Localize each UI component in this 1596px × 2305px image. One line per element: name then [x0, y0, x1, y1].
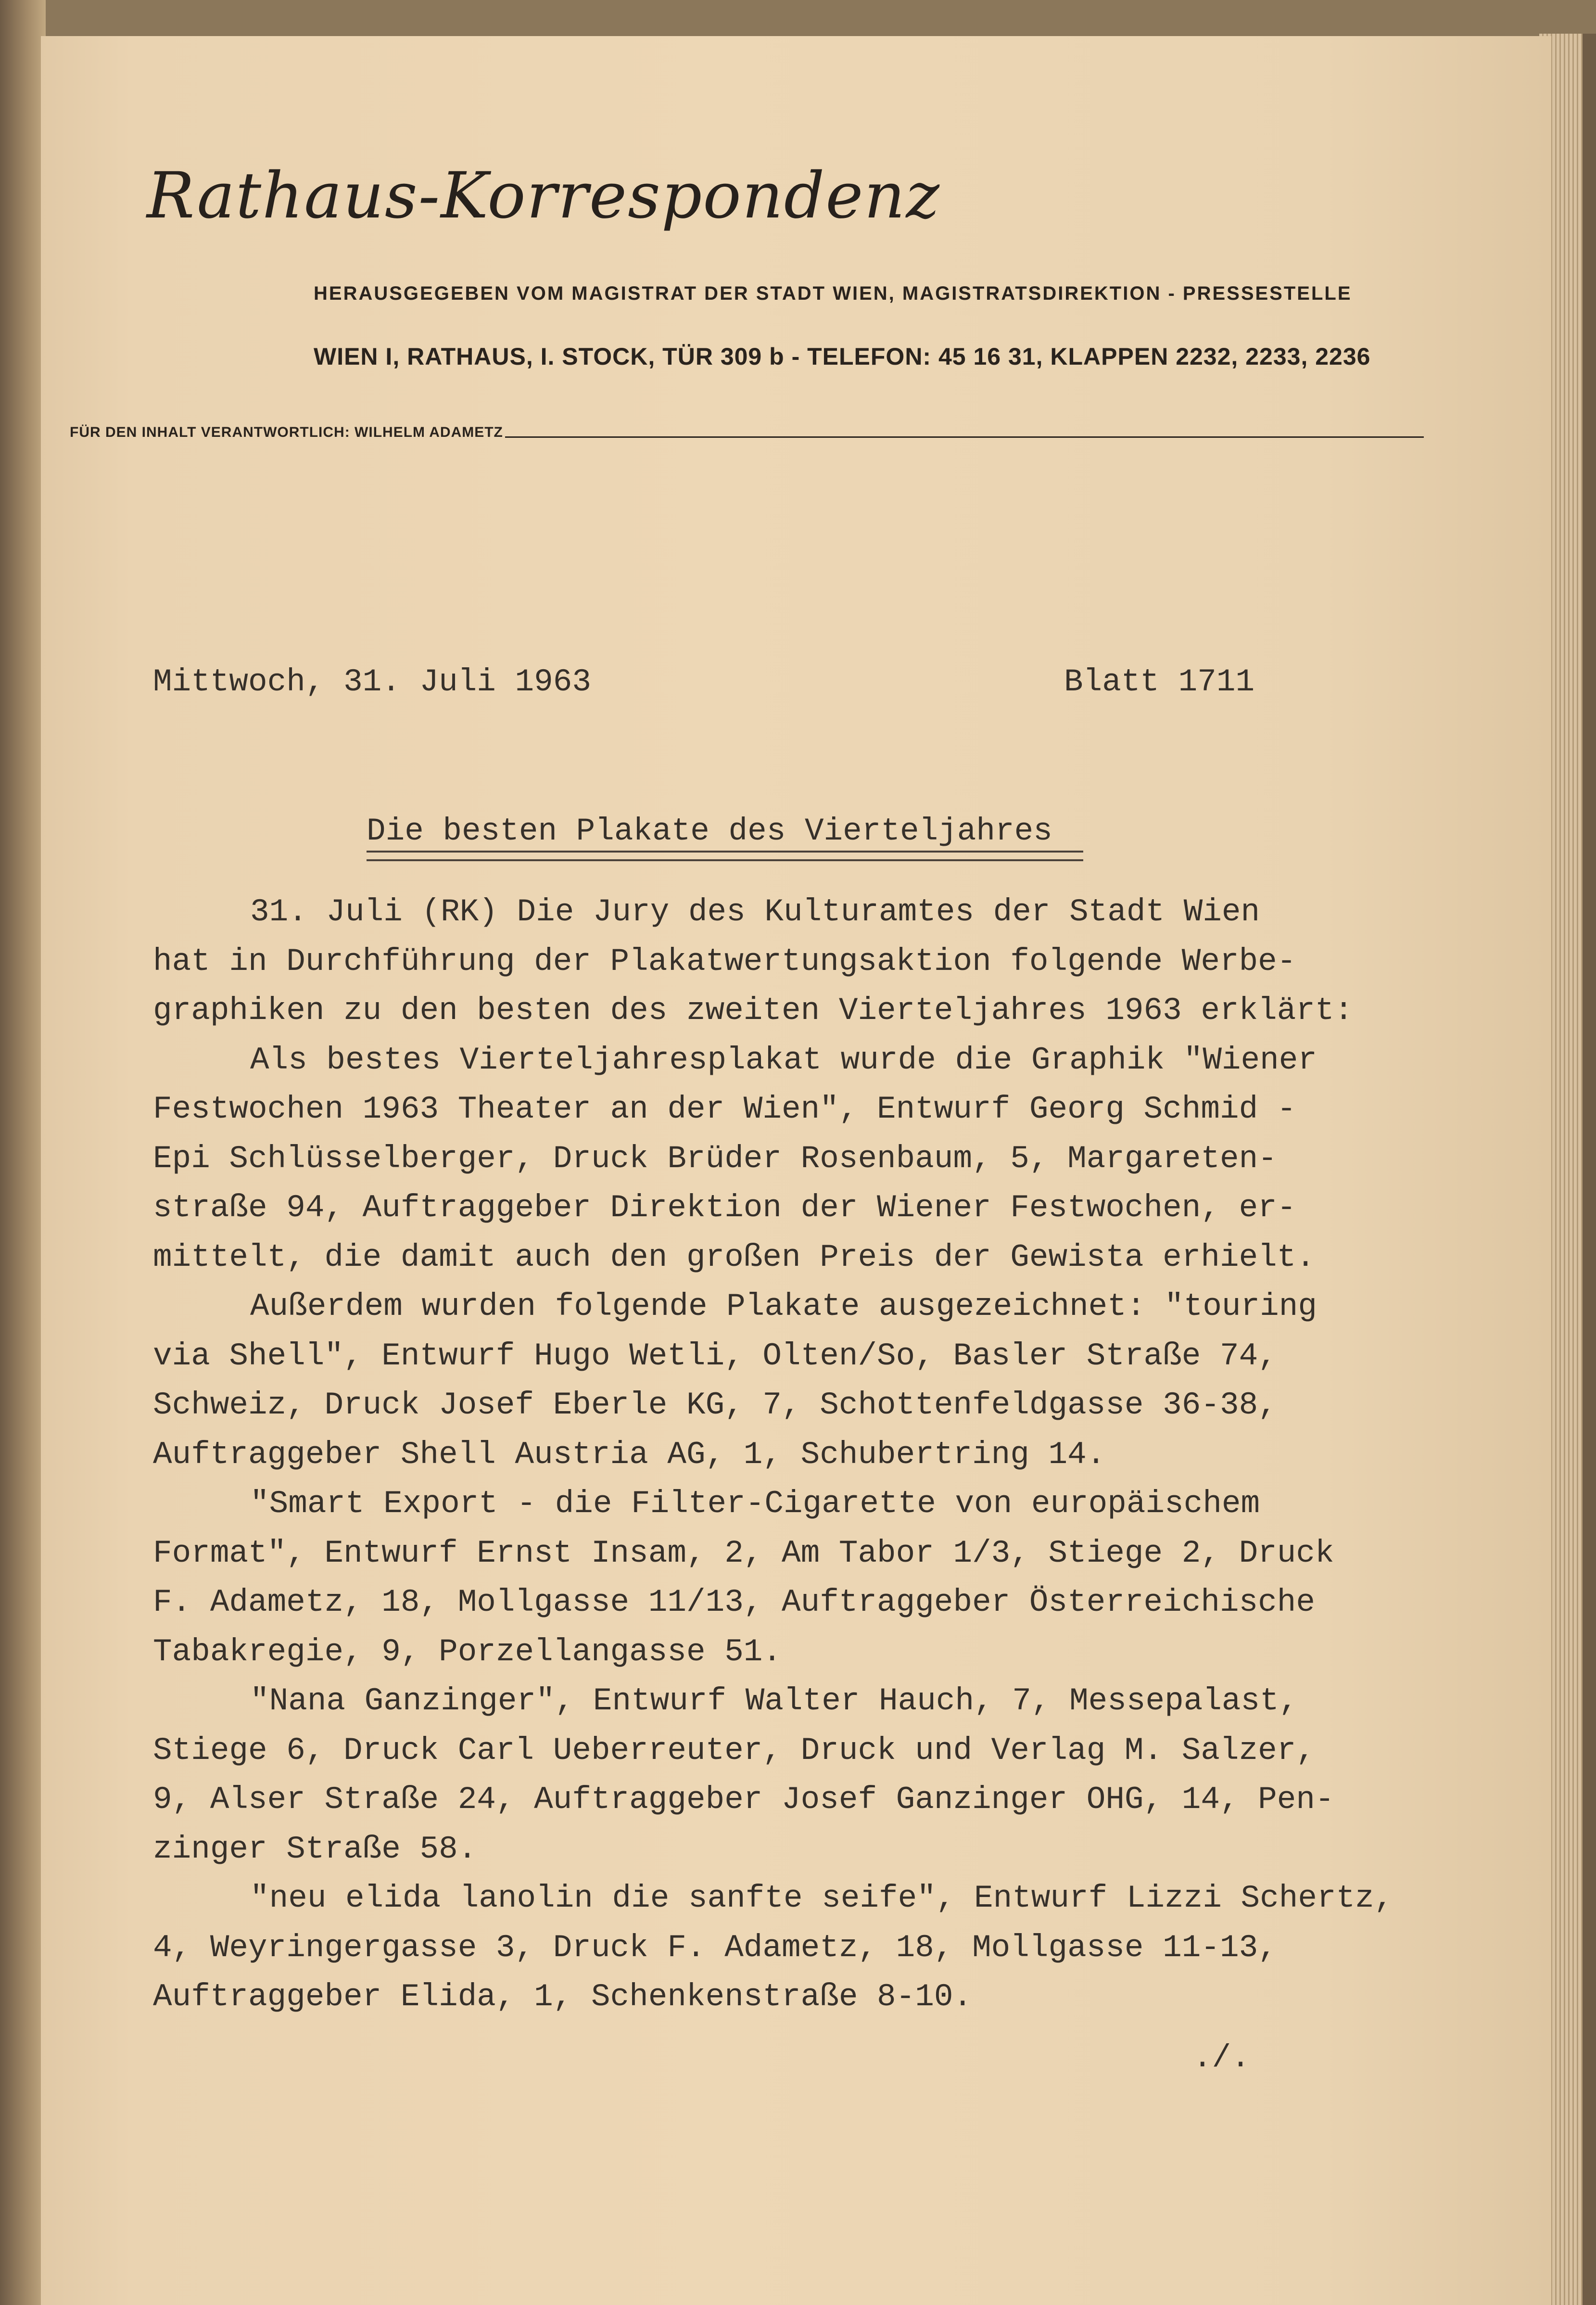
- publisher-line: HERAUSGEGEBEN VOM MAGISTRAT DER STADT WIEN, MAGISTRATSDIREKTION - PRESSESTELLE: [314, 283, 1352, 304]
- body-line: "Smart Export - die Filter-Cigarette von europäischem: [250, 1486, 1260, 1522]
- body-line: 4, Weyringergasse 3, Druck F. Adametz, 18, Mollgasse 11-13,: [153, 1929, 1277, 1966]
- body-line: Stiege 6, Druck Carl Ueberreuter, Druck und Verlag M. Salzer,: [153, 1732, 1315, 1769]
- body-line: "Nana Ganzinger", Entwurf Walter Hauch, 7, Messepalast,: [250, 1683, 1298, 1719]
- body-line: via Shell", Entwurf Hugo Wetli, Olten/So, Basler Straße 74,: [153, 1337, 1277, 1374]
- masthead-logo: Rathaus-Korrespondenz: [147, 159, 940, 233]
- address-line: WIEN I, RATHAUS, I. STOCK, TÜR 309 b - TELEFON: 45 16 31, KLAPPEN 2232, 2233, 2236: [314, 343, 1371, 370]
- body-line: Festwochen 1963 Theater an der Wien", Entwurf Georg Schmid -: [153, 1091, 1296, 1127]
- body-line: Auftraggeber Elida, 1, Schenkenstraße 8-10.: [153, 1979, 973, 2015]
- page-stack-shadow: [1583, 34, 1596, 2305]
- body-line: straße 94, Auftraggeber Direktion der Wiener Festwochen, er-: [153, 1190, 1296, 1226]
- body-line: hat in Durchführung der Plakatwertungsaktion folgende Werbe-: [153, 943, 1296, 980]
- body-line: F. Adametz, 18, Mollgasse 11/13, Auftraggeber Österreichische: [153, 1584, 1315, 1620]
- body-line: 31. Juli (RK) Die Jury des Kulturamtes der Stadt Wien: [250, 894, 1260, 930]
- issue-date: Mittwoch, 31. Juli 1963: [153, 664, 591, 700]
- body-line: "neu elida lanolin die sanfte seife", Entwurf Lizzi Schertz,: [250, 1880, 1393, 1916]
- body-line: mittelt, die damit auch den großen Preis der Gewista erhielt.: [153, 1239, 1315, 1275]
- article-title: Die besten Plakate des Vierteljahres: [367, 813, 1052, 849]
- body-line: Als bestes Vierteljahresplakat wurde die Graphik "Wiener: [250, 1042, 1317, 1078]
- body-line: Außerdem wurden folgende Plakate ausgezeichnet: "touring: [250, 1288, 1317, 1324]
- body-line: Tabakregie, 9, Porzellangasse 51.: [153, 1633, 782, 1670]
- header-rule: [505, 436, 1424, 438]
- body-line: Epi Schlüsselberger, Druck Brüder Rosenbaum, 5, Margareten-: [153, 1140, 1277, 1177]
- responsible-row: [70, 417, 1424, 441]
- body-line: zinger Straße 58.: [153, 1831, 477, 1867]
- body-line: Auftraggeber Shell Austria AG, 1, Schubertring 14.: [153, 1436, 1106, 1473]
- body-line: graphiken zu den besten des zweiten Vierteljahres 1963 erklärt:: [153, 993, 1354, 1029]
- responsible-label: FÜR DEN INHALT VERANTWORTLICH: WILHELM ADAMETZ: [70, 424, 503, 440]
- sheet-number: Blatt 1711: [1064, 664, 1255, 700]
- body-line: Schweiz, Druck Josef Eberle KG, 7, Schottenfeldgasse 36-38,: [153, 1387, 1277, 1423]
- title-double-underline: [367, 851, 1083, 861]
- body-line: 9, Alser Straße 24, Auftraggeber Josef Ganzinger OHG, 14, Pen-: [153, 1782, 1334, 1818]
- continuation-mark: ./.: [1193, 2040, 1250, 2076]
- body-line: Format", Entwurf Ernst Insam, 2, Am Tabor 1/3, Stiege 2, Druck: [153, 1535, 1334, 1571]
- binding-edge: [0, 0, 46, 2305]
